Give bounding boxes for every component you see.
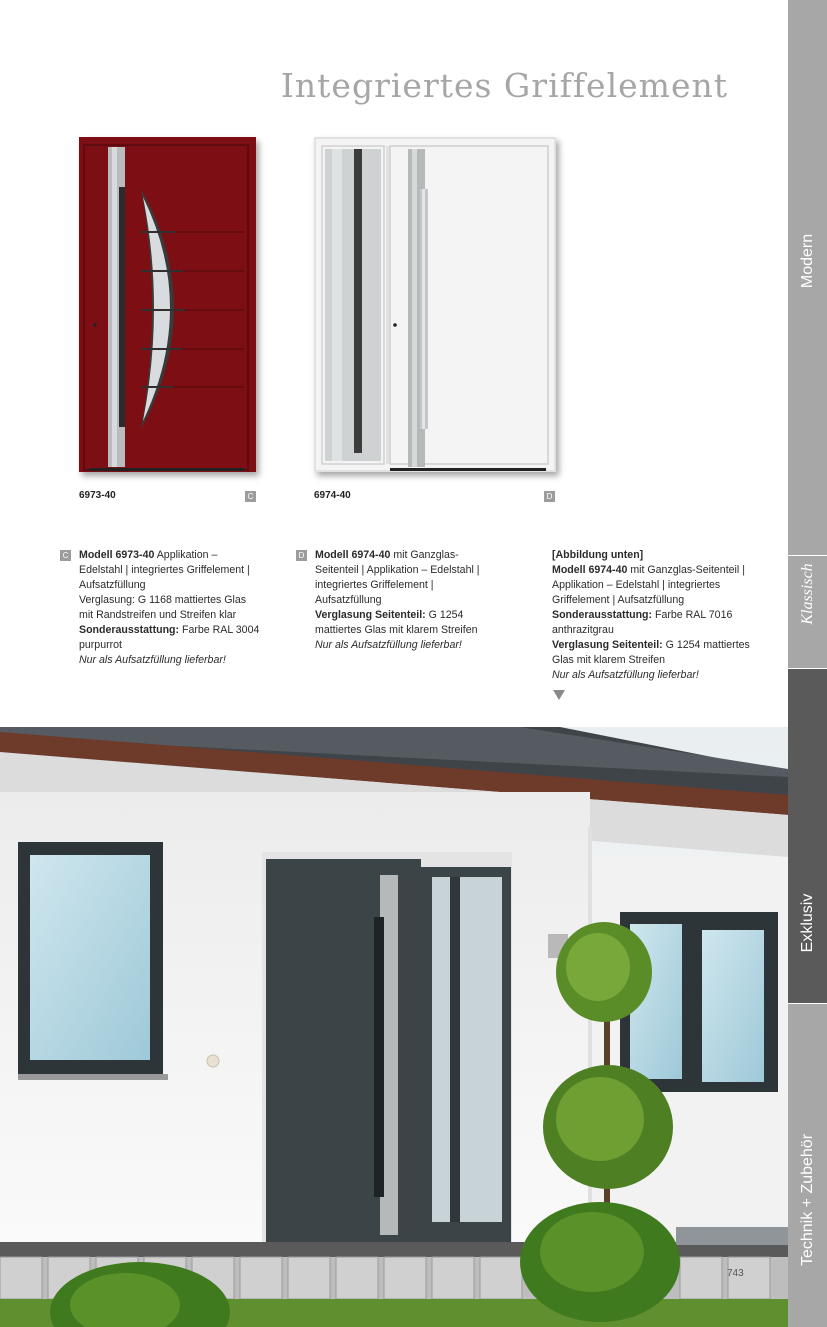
model-caption-6973-40: 6973-40 [79, 490, 116, 501]
desc-c-note: Nur als Aufsatzfüllung lieferbar! [79, 654, 226, 666]
page-title: Integriertes Griffelement [280, 66, 728, 106]
desc-below-l3: Griffelement | Aufsatzfüllung [552, 594, 685, 606]
door-image-6974-40 [314, 137, 556, 472]
desc-below-l5: anthrazitgrau [552, 624, 614, 636]
white-door-illustration [314, 137, 556, 472]
desc-c-l3: Aufsatzfüllung [79, 579, 146, 591]
desc-below-note: Nur als Aufsatzfüllung lieferbar! [552, 669, 699, 681]
desc-below-l1: mit Ganzglas-Seitenteil | [627, 564, 745, 576]
side-tab-modern[interactable] [788, 0, 827, 555]
page-number: 743 [727, 1268, 744, 1279]
side-tab-exklusiv[interactable] [788, 669, 827, 1003]
desc-badge-c: C [60, 550, 71, 561]
desc-below-l4: Farbe RAL 7016 [652, 609, 733, 621]
desc-d-l3: integriertes Griffelement | [315, 579, 434, 591]
desc-d-l2: Seitenteil | Applikation – Edelstahl | [315, 564, 480, 576]
desc-below-heading: [Abbildung unten] [552, 549, 644, 561]
desc-d-l6: mattiertes Glas mit klarem Streifen [315, 624, 478, 636]
desc-c-l6: Farbe RAL 3004 [179, 624, 260, 636]
desc-below-l2: Applikation – Edelstahl | integriertes [552, 579, 721, 591]
desc-below-special-label: Sonderausstattung: [552, 609, 653, 621]
side-tab-technik-label: Technik + Zubehör [798, 1133, 816, 1267]
desc-below-l7: Glas mit klarem Streifen [552, 654, 666, 666]
desc-below-model: Modell 6974-40 [552, 564, 628, 576]
model-caption-6974-40: 6974-40 [314, 490, 351, 501]
desc-c-special-label: Sonderausstattung: [79, 624, 180, 636]
side-tab-modern-label: Modern [798, 233, 816, 289]
arrow-down-icon [553, 690, 565, 700]
desc-c-l4: Verglasung: G 1168 mattiertes Glas [79, 594, 247, 606]
desc-d-l5: G 1254 [425, 609, 464, 621]
description-6973-40 [79, 548, 279, 668]
door-image-6973-40 [79, 137, 256, 472]
side-tab-technik-zubehoer[interactable] [788, 1004, 827, 1327]
house-photo-illustration [0, 727, 788, 1327]
side-tab-exklusiv-label: Exklusiv [798, 893, 816, 953]
desc-below-glazing-label: Verglasung Seitenteil: [552, 639, 663, 651]
desc-badge-d: D [296, 550, 307, 561]
side-tab-klassisch-label: Klassisch [798, 563, 816, 625]
desc-c-l7: purpurrot [79, 639, 122, 651]
desc-d-model: Modell 6974-40 [315, 549, 391, 561]
desc-d-glazing-label: Verglasung Seitenteil: [315, 609, 426, 621]
desc-d-note: Nur als Aufsatzfüllung lieferbar! [315, 639, 462, 651]
desc-c-l1: Applikation – [154, 549, 218, 561]
red-door-illustration [79, 137, 256, 472]
desc-c-l5: mit Randstreifen und Streifen klar [79, 609, 237, 621]
description-illustration-below [552, 548, 772, 683]
section-side-tabs [788, 0, 827, 1327]
badge-d: D [544, 491, 555, 502]
badge-c: C [245, 491, 256, 502]
house-entrance-photo [0, 727, 788, 1327]
description-6974-40 [315, 548, 525, 653]
desc-c-l2: Edelstahl | integriertes Griffelement | [79, 564, 250, 576]
side-tab-klassisch[interactable] [788, 556, 827, 668]
desc-d-l1: mit Ganzglas- [390, 549, 459, 561]
desc-d-l4: Aufsatzfüllung [315, 594, 382, 606]
desc-c-model: Modell 6973-40 [79, 549, 155, 561]
desc-below-l6: G 1254 mattiertes [662, 639, 750, 651]
